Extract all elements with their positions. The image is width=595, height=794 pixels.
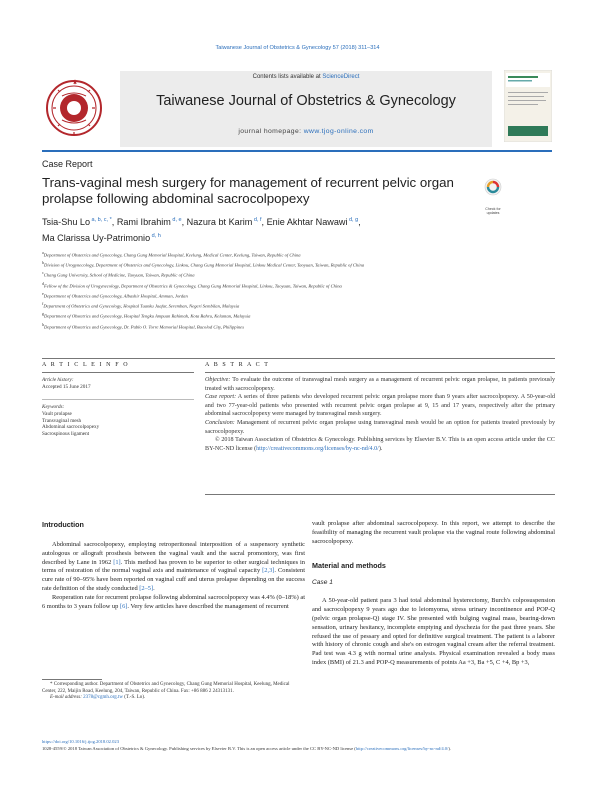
contents-prefix: Contents lists available at [252, 74, 321, 80]
affiliation-marker: f [42, 301, 44, 307]
author-separator: , [358, 217, 361, 228]
keyword-item: Sacrospinous ligament [42, 431, 90, 438]
affiliation-marker: e [42, 290, 44, 296]
reference-link[interactable]: [6] [119, 602, 128, 610]
case1-paragraph: A 50-year-old patient para 3 had total abdominal hysterectomy, Burch's colposuspension and sacrocolpopexy 9 years ago due to leiomyoma, stress urinary incontinence and POP-Q (pelvic organ prolapse-Q) stage IV. She presented with bulging vaginal mass, bearing-down sensation, urinary hesitancy, incomplete emptying and dyschezia for the past three years. She refused the use of pessary and opted for definitive surgical treatment. The patient is a laborer with history of chronic cough and she's on estrogen vaginal cream after the referral treatment. Pad test was 4.3 g with normal urine analysis. Physical examination revealed a body mass index (BMI) of 21.3 and POP-Q measurements of points Aa +3, Ba +5, C +4, Bp +3, [312, 597, 555, 666]
copyright-end: ). [378, 445, 383, 452]
affiliation-text: Division of Urogynecology, Department of Obstetrics and Gynecology, Linkou, Chang Gung Memorial Hospital, Linkou Medical Center, Taoyuan, Taiwan, Republic of China [44, 262, 365, 268]
affiliation-marker: d [42, 280, 44, 286]
left-column [42, 520, 305, 611]
author-affiliation-marker[interactable]: d, h [150, 232, 161, 239]
abstract-conclusion [205, 419, 555, 436]
affiliation-text: Department of Obstetrics and Gynecology, Chang Gung Memorial Hospital, Keelung, Medical Center, Keelung, Taiwan, Republic of China [43, 252, 301, 258]
info-subrule [42, 399, 194, 400]
keywords-block [42, 404, 194, 438]
right-paragraph: vault prolapse after abdominal sacrocolpopexy. In this report, we attempt to describe the feasibility of managing the recurrent vault prolapse via the vaginal route following abdominal sacrocolpopexy. [312, 520, 555, 545]
intro-text: . This method has proven to be superior to other surgical techniques in terms of restoration of the normal vaginal axis and maintenance of vaginal capacity [42, 558, 305, 575]
author-affiliation-marker[interactable]: d, e [170, 217, 182, 223]
check-for-updates-badge[interactable] [482, 178, 504, 215]
section-divider [42, 358, 555, 359]
affiliation-text: Department of Obstetrics and Gynecology, Dr. Pablo O. Torre Memorial Hospital, Bacolod City, Philippines [44, 324, 244, 330]
author-separator: , [111, 217, 117, 228]
author-affiliation-marker[interactable]: d, g [347, 217, 359, 223]
abstract-heading: A B S T R A C T [205, 362, 270, 368]
intro-text: . Very few articles have described the management of recurrent [127, 602, 289, 610]
right-column [312, 520, 555, 668]
issn-text: 1028-4559/© 2018 Taiwan Association of Obstetrics & Gynecology. Publishing services by Elsevier B.V. This is an open access article under the CC BY-NC-ND license ( [42, 745, 356, 751]
article-history [42, 377, 194, 391]
intro-paragraph-1 [42, 541, 305, 594]
introduction-body [42, 541, 305, 611]
journal-citation[interactable]: Taiwanese Journal of Obstetrics & Gynecology 57 (2018) 311–314 [215, 45, 380, 51]
history-label: Article history: [42, 377, 74, 383]
email-link[interactable]: 2378@cgmh.org.tw [83, 695, 123, 701]
email-line [42, 695, 305, 702]
journal-header-band [120, 71, 492, 147]
author-separator: , [181, 217, 187, 228]
intro-text: Reoperation rate for recurrent prolapse following abdominal sacrocolpopexy was 4.4% (0–18%) at 6 months to 3 years follow up [42, 593, 305, 610]
check-updates-label: Check for updates [485, 207, 501, 215]
corresponding-author: * Corresponding author. Department of Obstetrics and Gynecology, Chang Gung Memorial Hospital, Keelung, Medical Center, 222, Maijin Road, Keelung, 204, Taiwan, Republic of China. Fax: +86 886 2 24313131. [42, 682, 290, 694]
intro-text: . Consistent cure rate of 90–95% have been reported on vaginal cuff and uterus prolapse depending on the success rate definition of the study conducted [42, 567, 305, 592]
affiliation-text: Department of Obstetrics and Gynecology, Albashir Hospital, Amman, Jordan [43, 293, 188, 299]
issn-end: ). [448, 745, 452, 751]
case-label: Case report: [205, 394, 237, 401]
author-separator: , [261, 217, 267, 228]
affiliation-marker: c [42, 270, 44, 276]
reference-link[interactable]: [2,3] [262, 567, 275, 575]
author-list [42, 214, 522, 245]
affiliation-item [42, 281, 507, 290]
affiliation-item [42, 260, 507, 269]
intro-text: . [153, 584, 155, 592]
author-name[interactable]: Tsia-Shu Lo [42, 217, 91, 228]
page-footer [42, 739, 555, 752]
author-name[interactable]: Rami Ibrahim [116, 217, 171, 228]
affiliation-marker: a [42, 250, 44, 255]
author-affiliation-marker[interactable]: a, b, c, * [90, 217, 112, 223]
case1-heading: Case 1 [312, 579, 333, 587]
affiliation-item [42, 301, 507, 310]
abstract-bottom-rule [205, 494, 555, 495]
article-type: Case Report [42, 159, 93, 169]
abstract-case [205, 393, 555, 419]
journal-cover-thumbnail[interactable] [504, 70, 552, 142]
copyright-text: © 2018 Taiwan Association of Obstetrics & Gynecology. Publishing services by Elsevier B.V. This is an open access article under the CC BY-NC-ND license ( [205, 437, 555, 452]
journal-title: Taiwanese Journal of Obstetrics & Gynecology [156, 93, 456, 109]
affiliation-marker: g [42, 311, 44, 317]
conclusion-label: Conclusion: [205, 419, 235, 426]
objective-text: To evaluate the outcome of transvaginal mesh surgery as a management of recurrent pelvic organ prolapse, in patients previously treated with sacrocolpopexy. [205, 377, 555, 392]
keyword-item: Transvaginal mesh [42, 417, 82, 424]
contents-line [120, 74, 492, 80]
affiliation-text: Chang Gung University, School of Medicine, Taoyuan, Taiwan, Republic of China [43, 273, 195, 278]
header-divider [42, 150, 552, 152]
accepted-date: Accepted 15 June 2017 [42, 383, 91, 390]
affiliation-item [42, 322, 507, 331]
affiliation-text: Department of Obstetrics and Gynecology, Hospital Tuanku Jaafar, Seremban, Negeri Sembilan, Malaysia [43, 303, 240, 309]
abstract-objective [205, 376, 555, 393]
keyword-item: Abdominal sacrocolpopexy [42, 424, 100, 431]
article-info-heading: A R T I C L E I N F O [42, 362, 130, 368]
society-seal-logo [44, 72, 104, 144]
email-suffix: (T.-S. Lo). [122, 695, 146, 701]
author-name[interactable]: Nazura bt Karim [186, 217, 253, 228]
footer-license-link[interactable]: http://creativecommons.org/licenses/by-nc-nd/4.0/ [355, 745, 449, 751]
affiliation-item [42, 250, 507, 259]
intro-paragraph-2 [42, 594, 305, 612]
affiliation-text: Fellow of the Division of Urogynecology, Department of Obstetrics & Gynecology, Chang Gung Memorial Hospital, Linkou, Taoyuan, Taiwan, Republic of China [44, 283, 342, 289]
abstract-copyright [205, 436, 555, 453]
case1-body [312, 597, 555, 667]
homepage-link[interactable]: www.tjog-online.com [303, 128, 374, 135]
case-text: A series of three patients who developed recurrent pelvic organ prolapse more than 9 years after sacrocolpopexy. A 50-year-old and two 77-year-old patients who presented with recurrent pelvic organ prolapse at 9, 15 and 17 years, respectively after the primary abdominal sacrocolpopexy were managed by transvaginal mesh surgery. [205, 394, 556, 418]
keyword-item: Vault prolapse [42, 410, 72, 417]
author-affiliation-marker[interactable]: d, f [252, 217, 262, 223]
keywords-label: Keywords: [42, 404, 65, 410]
affiliation-item [42, 311, 507, 320]
methods-heading: Material and methods [312, 561, 386, 571]
affiliation-text: Department of Obstetrics and Gynecology, Hospital Tengku Ampuan Rahimah, Kota Bahru, Kelantan, Malaysia [44, 313, 251, 319]
abstract-rule [205, 372, 555, 373]
conclusion-text: Management of recurrent pelvic organ prolapse using transvaginal mesh would be an option for patients treated previously by sacrocolpopexy. [205, 419, 555, 435]
sciencedirect-link[interactable]: ScienceDirect [322, 74, 360, 80]
affiliation-item [42, 270, 507, 279]
reference-link[interactable]: [2–5] [139, 584, 154, 592]
objective-label: Objective: [205, 377, 231, 383]
footnote-rule [42, 679, 102, 680]
license-link[interactable]: http://creativecommons.org/licenses/by-nc-nd/4.0/ [256, 445, 379, 452]
affiliation-item [42, 291, 507, 300]
introduction-heading: Introduction [42, 520, 84, 529]
article-title: Trans-vaginal mesh surgery for management of recurrent pelvic organ prolapse following abdominal sacrocolpopexy [42, 175, 454, 206]
keyword-list [42, 411, 194, 438]
email-label: E-mail address: [50, 695, 82, 701]
affiliation-marker: b [42, 260, 44, 266]
info-rule [42, 372, 194, 373]
corresponding-footnote [42, 682, 305, 702]
reference-link[interactable]: [1] [113, 558, 121, 566]
affiliation-marker: h [42, 321, 44, 327]
homepage-label: journal homepage: [238, 128, 302, 135]
issn-line [42, 746, 555, 753]
journal-homepage [120, 128, 492, 135]
doi-link[interactable]: https://doi.org/10.1016/j.tjog.2018.02.023 [42, 739, 119, 744]
affiliation-list [42, 250, 507, 332]
author-name[interactable]: Ma Clarissa Uy-Patrimonio [42, 232, 151, 243]
author-name[interactable]: Enie Akhtar Nawawi [266, 217, 348, 228]
intro-text: Abdominal sacrocolpopexy, employing retroperitoneal interposition of a suspensory synthetic autologous or allograft prosthesis between the vaginal vault and the sacral promontory, was first described by Lane in 1962 [42, 541, 305, 566]
abstract-body [205, 376, 555, 453]
